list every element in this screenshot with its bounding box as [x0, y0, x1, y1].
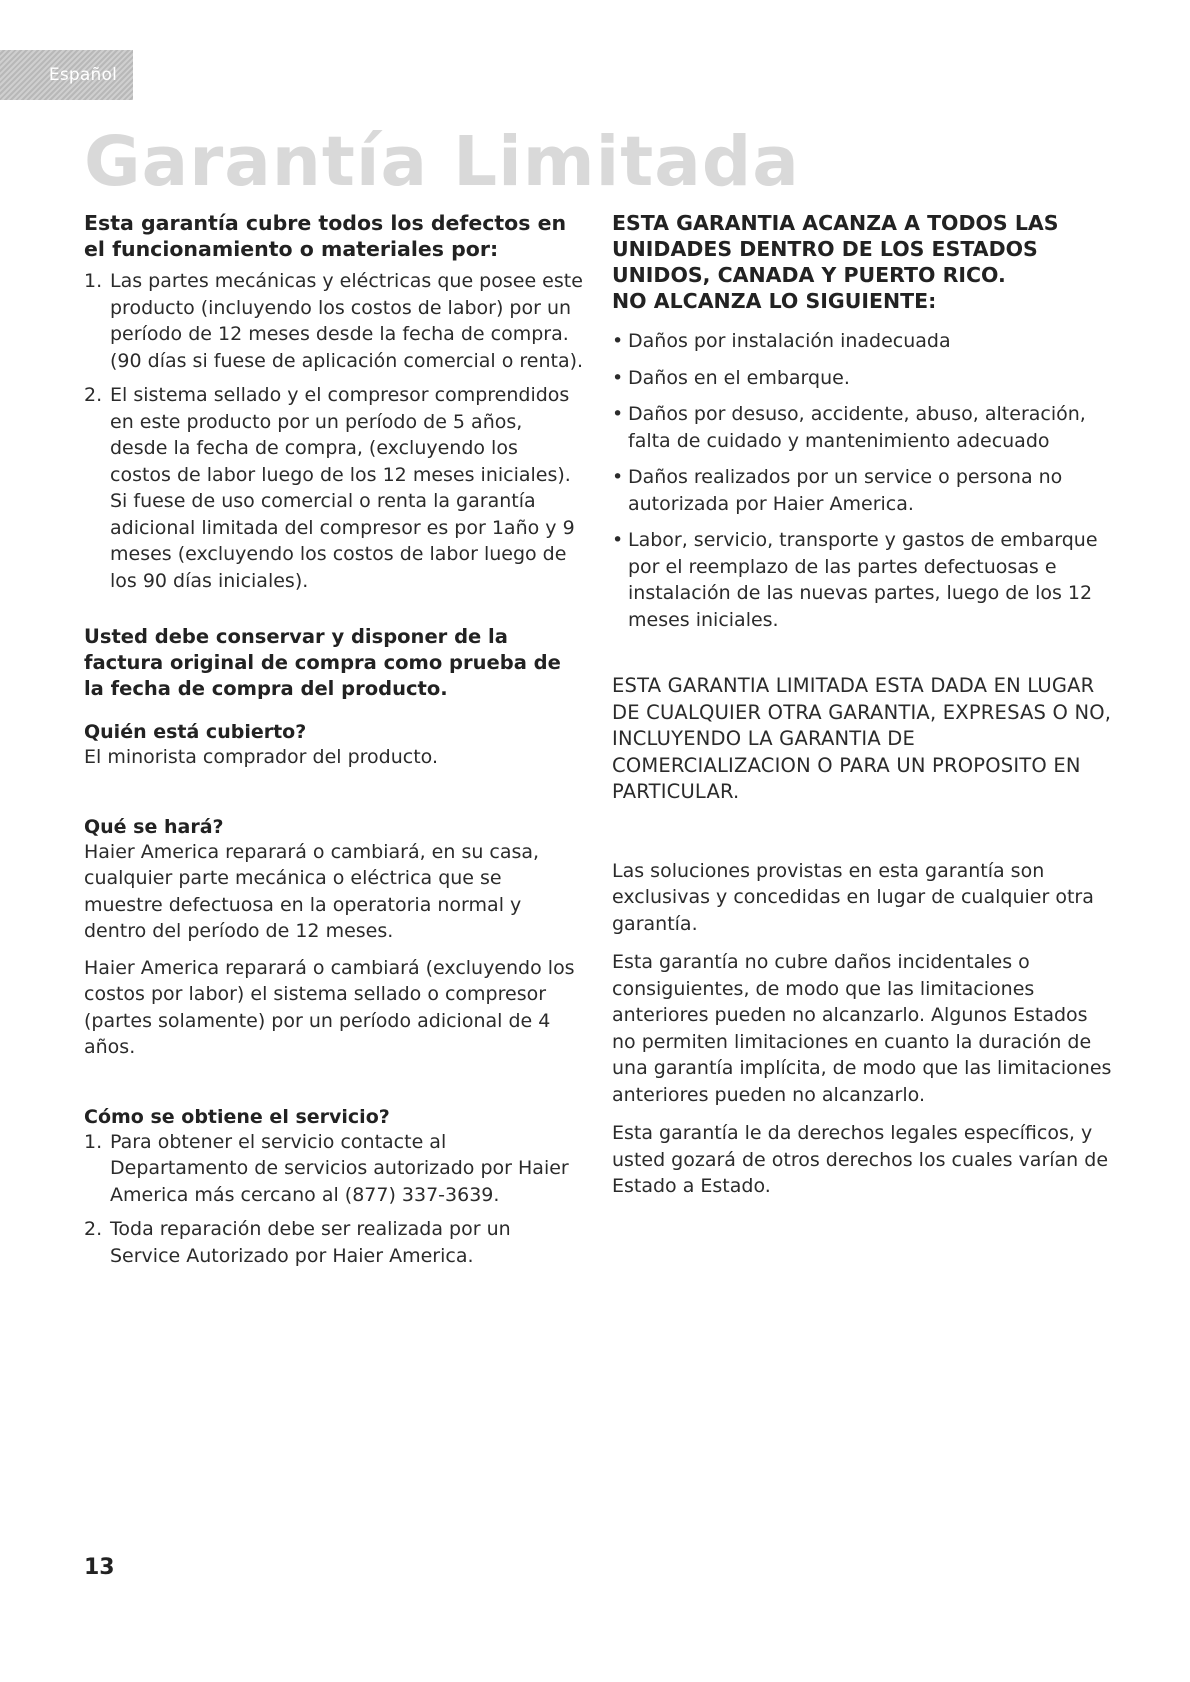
bullet-icon: •	[612, 529, 624, 551]
exclusion-item	[612, 365, 1112, 392]
disclaimer-text: ESTA GARANTIA LIMITADA ESTA DADA EN LUGAR DE CUALQUIER OTRA GARANTIA, EXPRESAS O NO, INCLUYENDO LA GARANTIA DE COMERCIALIZACION O PARA UN PROPOSITO EN PARTICULAR.	[612, 674, 1112, 803]
exclusion-item	[612, 401, 1112, 454]
page-title: Garantía Limitada	[84, 122, 800, 202]
coverage-list	[84, 268, 584, 594]
bullet-icon: •	[612, 466, 624, 488]
how-item-text: Para obtener el servicio contacte al Departamento de servicios autorizado por Haier America más cercano al (877) 337-3639.	[110, 1130, 569, 1206]
bullet-icon: •	[612, 330, 624, 352]
bullet-icon: •	[612, 366, 624, 389]
exclusion-text: Daños realizados por un service o persona no autorizada por Haier America.	[628, 466, 1063, 515]
damages-paragraph: Esta garantía no cubre daños incidentales o consiguientes, de modo que las limitaciones anteriores pueden no alcanzarlo. Algunos Estados no permiten limitaciones en cuanto la duración de una garantía implícita, de modo que las limitaciones anteriores pueden no alcanzarlo.	[612, 951, 1112, 1106]
exclusion-item	[612, 527, 1112, 633]
disclaimer-block	[612, 673, 1112, 806]
page-number: 13	[84, 1555, 115, 1580]
coverage-item-number: 1.	[84, 270, 103, 292]
how-item-number: 2.	[84, 1218, 103, 1240]
coverage-item	[84, 268, 584, 374]
scope-heading: ESTA GARANTIA ACANZA A TODOS LAS UNIDADES DENTRO DE LOS ESTADOS UNIDOS, CANADA Y PUERTO RICO.	[612, 211, 1059, 287]
exclusions-list	[612, 328, 1112, 633]
remedies-paragraph: Las soluciones provistas en esta garantía son exclusivas y concedidas en lugar de cualquier otra garantía.	[612, 859, 1094, 935]
what-heading: Qué se hará?	[84, 815, 224, 838]
exclusion-text: Daños en el embarque.	[628, 366, 850, 389]
how-item	[84, 1216, 584, 1269]
language-tab	[0, 50, 133, 100]
what-paragraph-2: Haier America reparará o cambiará (excluyendo los costos por labor) el sistema sellado o compresor (partes solamente) por un período adicional de 4 años.	[84, 956, 575, 1058]
bullet-icon: •	[612, 403, 624, 425]
who-text: El minorista comprador del producto.	[84, 746, 439, 768]
left-column	[84, 210, 584, 1277]
exclusion-text: Daños por instalación inadecuada	[628, 330, 951, 352]
coverage-item-text: Las partes mecánicas y eléctricas que posee este producto (incluyendo los costos de labor) por un período de 12 meses desde la fecha de compra. (90 días si fuese de aplicación comercial o renta).	[110, 270, 584, 372]
who-heading: Quién está cubierto?	[84, 721, 307, 743]
invoice-heading: Usted debe conservar y disponer de la factura original de compra como prueba de la fecha de compra del producto.	[84, 625, 561, 700]
how-list	[84, 1129, 584, 1270]
how-item-number: 1.	[84, 1130, 103, 1153]
how-item	[84, 1129, 584, 1209]
rights-paragraph: Esta garantía le da derechos legales específicos, y usted gozará de otros derechos los cuales varían de Estado a Estado.	[612, 1122, 1109, 1197]
right-column	[612, 210, 1112, 1200]
exclusion-text: Labor, servicio, transporte y gastos de embarque por el reemplazo de las partes defectuosas e instalación de las nuevas partes, luego de los 12 meses iniciales.	[628, 529, 1098, 631]
exclusion-text: Daños por desuso, accidente, abuso, alteración, falta de cuidado y mantenimiento adecuado	[628, 403, 1086, 452]
exclusion-item	[612, 328, 1112, 355]
how-heading: Cómo se obtiene el servicio?	[84, 1105, 390, 1128]
coverage-item-number: 2.	[84, 384, 103, 406]
language-tab-label: Español	[48, 65, 117, 85]
exclusion-item	[612, 464, 1112, 517]
what-paragraph-1: Haier America reparará o cambiará, en su casa, cualquier parte mecánica o eléctrica que se muestre defectuosa en la operatoria normal y dentro del período de 12 meses.	[84, 840, 540, 942]
coverage-heading: Esta garantía cubre todos los defectos en el funcionamiento o materiales por:	[84, 211, 567, 261]
how-item-text: Toda reparación debe ser realizada por un Service Autorizado por Haier America.	[110, 1218, 511, 1267]
exclusions-heading: NO ALCANZA LO SIGUIENTE:	[612, 289, 937, 313]
coverage-item	[84, 382, 584, 594]
coverage-item-text: El sistema sellado y el compresor comprendidos en este producto por un período de 5 años, desde la fecha de compra, (excluyendo los costos de labor luego de los 12 meses iniciales). Si fuese de uso comercial o renta la garantía adicional limitada del compresor es por 1año y 9 meses (excluyendo los costos de labor luego de los 90 días iniciales).	[110, 384, 575, 592]
